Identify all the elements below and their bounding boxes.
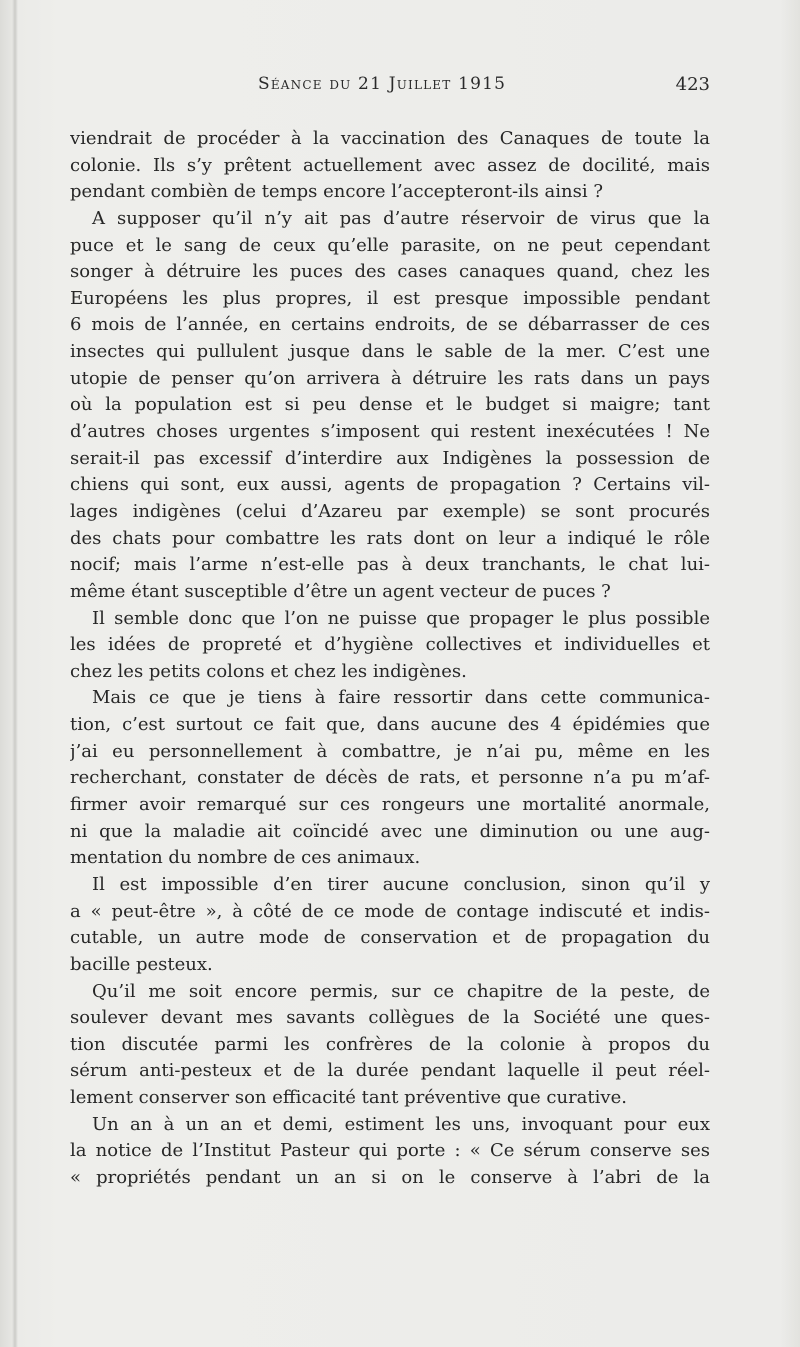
text-line: colonie. Ils s’y prêtent actuellement avec assez de docilité, mais <box>70 154 710 176</box>
text-line: des chats pour combattre les rats dont on leur a indiqué le rôle <box>70 527 710 549</box>
text-line: Européens les plus propres, il est presque impossible pendant <box>70 287 710 309</box>
text-line: serait-il pas excessif d’interdire aux Indigènes la possession de <box>70 447 710 469</box>
text-line: sérum anti-pesteux et de la durée pendant laquelle il peut réel- <box>70 1060 710 1082</box>
body-text <box>70 126 710 1192</box>
text-line: j’ai eu personnellement à combattre, je n’ai pu, même en les <box>70 740 710 762</box>
text-line: les idées de propreté et d’hygiène collectives et individuelles et <box>70 634 710 656</box>
text-line: tion discutée parmi les confrères de la colonie à propos du <box>70 1033 710 1055</box>
text-line: puce et le sang de ceux qu’elle parasite, on ne peut cependant <box>70 234 710 256</box>
text-line: firmer avoir remarqué sur ces rongeurs une mortalité anormale, <box>70 794 710 816</box>
text-line: où la population est si peu dense et le budget si maigre; tant <box>70 394 710 416</box>
text-line: soulever devant mes savants collègues de la Société une ques- <box>70 1007 710 1029</box>
text-line: Qu’il me soit encore permis, sur ce chapitre de la peste, de <box>92 980 710 1002</box>
page-gutter-shadow <box>12 0 18 1347</box>
text-line: même étant susceptible d’être un agent vecteur de puces ? <box>70 580 611 602</box>
text-line: bacille pesteux. <box>70 953 213 975</box>
text-line: a « peut-être », à côté de ce mode de contage indiscuté et indis- <box>70 900 710 922</box>
text-line: chez les petits colons et chez les indigènes. <box>70 660 467 682</box>
text-line: pendant combièn de temps encore l’accepteront-ils ainsi ? <box>70 181 603 203</box>
text-line: insectes qui pullulent jusque dans le sable de la mer. C’est une <box>70 341 710 363</box>
text-line: cutable, un autre mode de conservation et de propagation du <box>70 927 710 949</box>
text-line: Un an à un an et demi, estiment les uns, invoquant pour eux <box>92 1113 710 1135</box>
text-line: chiens qui sont, eux aussi, agents de propagation ? Certains vil- <box>70 474 710 496</box>
text-line: 6 mois de l’année, en certains endroits, de se débarrasser de ces <box>70 314 710 336</box>
text-line: recherchant, constater de décès de rats, et personne n’a pu m’af- <box>70 767 710 789</box>
text-line: Il semble donc que l’on ne puisse que propager le plus possible <box>92 607 710 629</box>
text-line: lement conserver son efficacité tant préventive que curative. <box>70 1087 627 1109</box>
text-line: mentation du nombre de ces animaux. <box>70 847 421 869</box>
text-line: Il est impossible d’en tirer aucune conclusion, sinon qu’il y <box>92 873 710 895</box>
text-line: viendrait de procéder à la vaccination des Canaques de toute la <box>70 128 710 149</box>
text-line: songer à détruire les puces des cases canaques quand, chez les <box>70 261 710 283</box>
text-line: ni que la maladie ait coïncidé avec une diminution ou une aug- <box>70 820 710 842</box>
text-line: Mais ce que je tiens à faire ressortir dans cette communica- <box>92 687 710 709</box>
text-line: lages indigènes (celui d’Azareu par exemple) se sont procurés <box>70 500 710 522</box>
text-line: « propriétés pendant un an si on le conserve à l’abri de la <box>70 1166 710 1188</box>
text-line: A supposer qu’il n’y ait pas d’autre réservoir de virus que la <box>92 207 710 229</box>
text-line: utopie de penser qu’on arrivera à détruire les rats dans un pays <box>70 367 710 389</box>
running-title: Séance du 21 Juillet 1915 <box>258 74 507 94</box>
running-header <box>70 74 710 102</box>
page-number: 423 <box>675 74 710 95</box>
text-line: d’autres choses urgentes s’imposent qui restent inexécutées ! Ne <box>70 421 710 443</box>
text-line: tion, c’est surtout ce fait que, dans aucune des 4 épidémies que <box>70 714 710 736</box>
text-line: nocif; mais l’arme n’est-elle pas à deux tranchants, le chat lui- <box>70 554 710 576</box>
text-line: la notice de l’Institut Pasteur qui porte : « Ce sérum conserve ses <box>70 1140 710 1162</box>
